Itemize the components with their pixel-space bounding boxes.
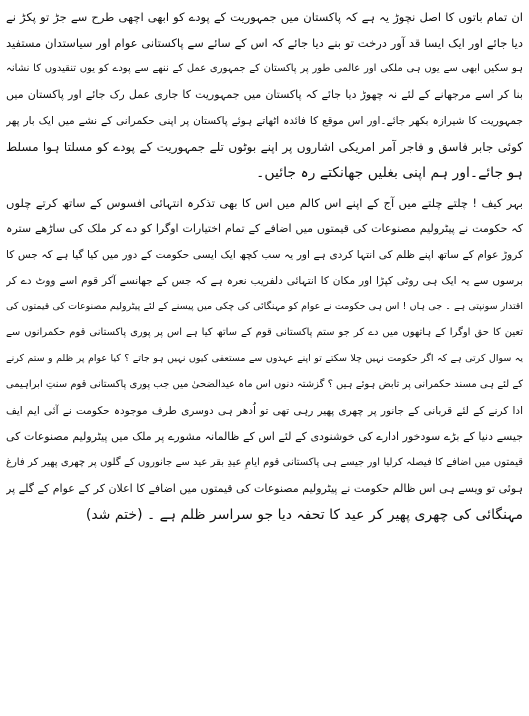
text-line: ادا کرنے کے لئے قربانی کے جانور پر چھری پھیر رہی تھی تو اُدھر ہی دوسری طرف موجودہ حکومت نے آئی ایم ایف [6,405,523,417]
article-paragraph-2 [6,190,523,528]
text-line: برسوں سے یہ ایک ہی روٹی کپڑا اور مکان کا انتہائی دلفریب نعرہ ہے کہ جس کے جھانسے آکر قوم اسے ووٹ دے کر [6,275,523,287]
text-line: مہنگائی کی چھری پھیر کر عید کا تحفہ دیا جو سراسر ظلم ہے ۔ (ختم شد) [85,507,523,523]
text-line: دیا جائے اور ایک ایسا قد آور درخت تو بنے دیا جائے کہ اس کے سائے سے پاکستانی عوام اور سیاستدان مستفید [6,36,523,50]
text-line: ہوئی تو ویسے ہی اس ظالم حکومت نے پیٹرولیم مصنوعات کی قیمتوں میں اضافے کا اعلان کر کے عوام کے گلے پر [6,482,523,495]
text-line: ہو جائے۔اور ہم اپنی بغلیں جھانکتے رہ جائیں۔ [256,165,523,181]
text-line: بنا کر اسے مرجھانے کے لئے نہ چھوڑ دیا جائے کہ پاکستان میں جمہوریت کا جاری عمل رک جائے اور پاکستان میں [6,88,523,101]
text-line: قیمتوں میں اضافے کا فیصلہ کرلیا اور جیسے ہی پاکستانی قوم ایامِ عیدِ بقر عید سے جانوروں کے گلوں پر چھری پھیر کر فارغ [6,457,523,468]
text-line: تعین کا حق اوگرا کے ہاتھوں میں دے کر جو ستم پاکستانی قوم کے ساتھ کیا ہے اس پر پوری پاکستانی قوم حکمرانوں سے [6,327,523,338]
text-line: کروڑ عوام کے ساتھ اپنے ظلم کی انتہا کردی ہے اور یہ سب کچھ ایک ایسی حکومت کے دور میں کیا گیا ہے کہ جس کا [6,249,523,261]
text-line: جیسے دنیا کے بڑے سودخور ادارے کی خوشنودی کے لئے اس کے ظالمانہ مشورے پر ملک میں پیٹرولیم مصنوعات کی [6,430,523,443]
text-line: کے لئے ہی مسند حکمرانی پر تابض ہوئے ہیں ؟ گزشتہ دنوں اس ماہ عیدالضحیٰ میں جب پوری پاکستانی قوم سنتِ ابراہیمی [6,379,523,390]
text-line: جمہوریت کا شیرازہ بکھر جائے۔اور اس موقع کا فائدہ اٹھاتے ہوئے پاکستان پر اپنی حکمرانی کے نشے میں ایک بار پھر [6,115,523,127]
text-line: کہ حکومت نے پیٹرولیم مصنوعات کی قیمتوں میں اضافے کے تمام اختیارات اوگرا کو دے کر ملک کی ساڑھے سترہ [6,222,523,235]
text-line: یہ سوال کرتی ہے کہ اگر حکومت نہیں چلا سکتے تو اپنے عہدوں سے مستعفی کیوں نہیں ہو جاتے ؟ کیا عوام پر ظلم و ستم کرنے [6,353,523,364]
text-line: اقتدار سونپتی ہے ۔ جی ہاں ! اس ہی حکومت نے عوام کو مہنگائی کی چکی میں پیسنے کے لئے پیٹرولیم مصنوعات کی قیمتوں کی [6,301,523,312]
text-line: ہو سکیں ابھی سے یوں ہی ملکی اور عالمی طور پر پاکستان کے جمہوری عمل کے ننھے سے پودے کو یوں تنقیدوں کا نشانہ [6,63,523,74]
text-line: کوئی جابر فاسق و فاجر آمر امریکی اشاروں پر اپنے بوٹوں تلے جمہوریت کے پودے کو مسلتا ہوا مسلط [6,140,523,154]
article-paragraph-1 [6,4,523,186]
text-line: ان تمام باتوں کا اصل نچوڑ یہ ہے کہ پاکستان میں جمہوریت کے پودے کو ابھی اچھی طرح سے جڑ تو پکڑ نے [6,10,523,24]
text-line: بہر کیف ! چلتے چلتے میں آج کے اپنے اس کالم میں اس کا بھی تذکرہ انتہائی افسوس کے ساتھ کرتے چلوں [6,196,523,210]
